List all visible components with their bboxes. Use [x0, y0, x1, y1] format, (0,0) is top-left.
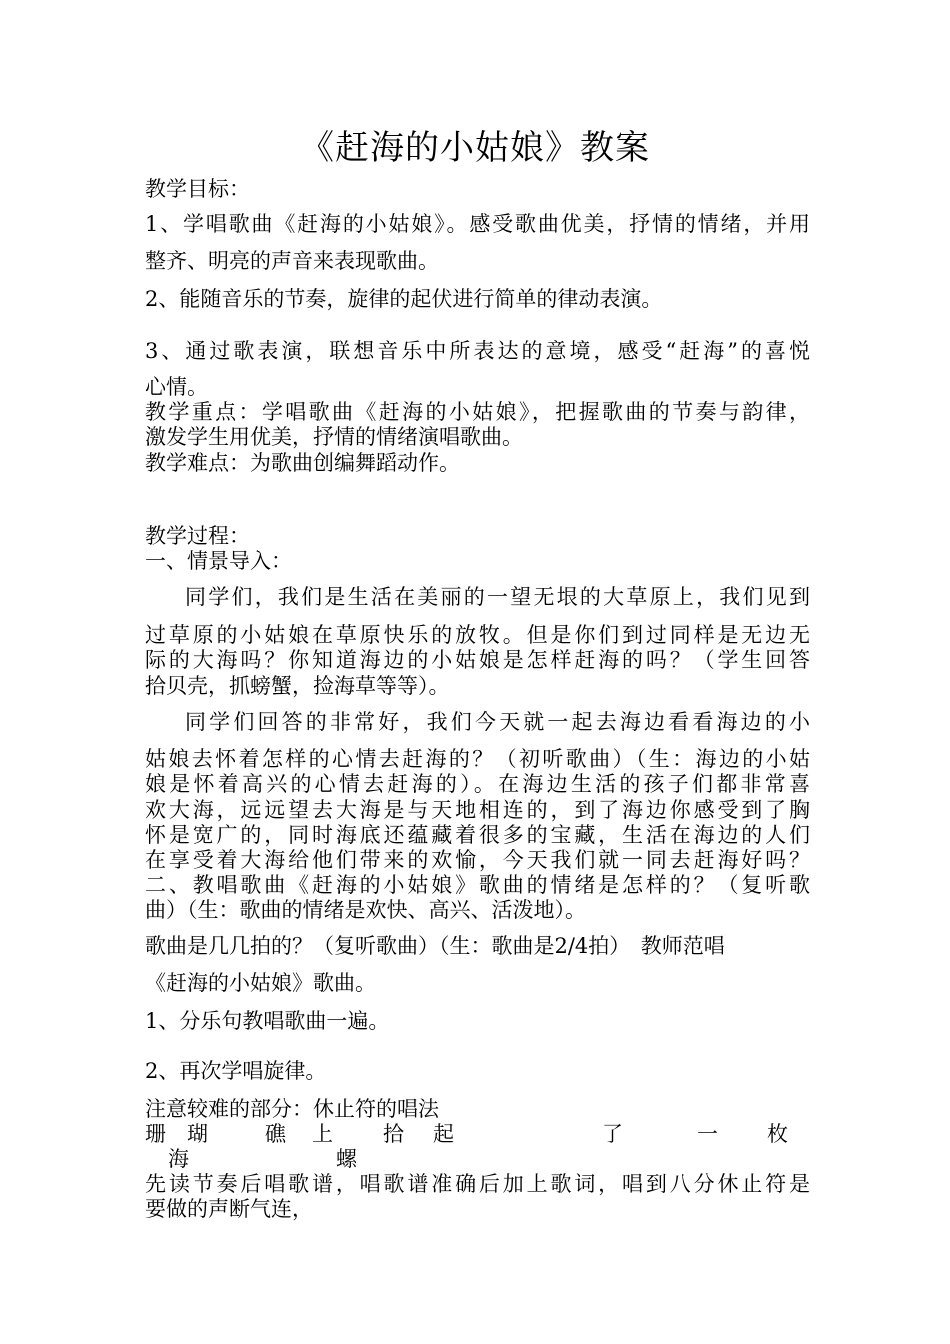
step-2: 2、再次学唱旋律。: [145, 1059, 327, 1083]
paragraph-1-line-3: 际的大海吗？你知道海边的小姑娘是怎样赶海的吗？（学生回答: [145, 648, 810, 672]
objective-3-line-2: 心情。: [145, 375, 208, 399]
lyric-char: 螺: [336, 1147, 357, 1171]
lyric-char: 礁: [265, 1122, 286, 1146]
lyric-char: 起: [433, 1122, 454, 1146]
paragraph-1-line-1: 同学们，我们是生活在美丽的一望无垠的大草原上，我们见到: [185, 585, 810, 609]
paragraph-2-line-6: 在享受着大海给他们带来的欢愉，今天我们就一同去赶海好吗？: [145, 848, 810, 872]
lyric-char: 枚: [767, 1122, 788, 1146]
section-2-line-4: 《赶海的小姑娘》歌曲。: [145, 971, 376, 995]
section-1-heading: 一、情景导入：: [145, 549, 292, 573]
lyric-char: 瑚: [187, 1122, 208, 1146]
objective-3-line-1: 3、通过歌表演，联想音乐中所表达的意境，感受“赶海”的喜悦: [145, 339, 810, 363]
lyric-char: 了: [602, 1122, 623, 1146]
section-2-line-3: 歌曲是几几拍的？（复听歌曲）（生：歌曲是2/4拍） 教师范唱: [145, 934, 725, 958]
paragraph-2-line-2: 姑娘去怀着怎样的心情去赶海的？（初听歌曲）（生：海边的小姑: [145, 747, 810, 771]
paragraph-1-line-4: 拾贝壳，抓螃蟹，捡海草等等）。: [145, 674, 450, 698]
lyric-char: 海: [168, 1147, 189, 1171]
objective-1-line-1: 1、学唱歌曲《赶海的小姑娘》。感受歌曲优美，抒情的情绪，并用: [145, 212, 810, 236]
lyric-char: 拾: [383, 1122, 404, 1146]
paragraph-2-line-4: 欢大海，远远望去大海是与天地相连的，到了海边你感受到了胸: [145, 798, 810, 822]
difficulty: 教学难点：为歌曲创编舞蹈动作。: [145, 451, 460, 475]
practice-line-1: 先读节奏后唱歌谱，唱歌谱准确后加上歌词，唱到八分休止符是: [145, 1172, 810, 1196]
section-2-line-1: 二、教唱歌曲《赶海的小姑娘》歌曲的情绪是怎样的？（复听歌: [145, 873, 810, 897]
lyric-char: 一: [697, 1122, 718, 1146]
objective-2: 2、能随音乐的节奏，旋律的起伏进行简单的律动表演。: [145, 287, 663, 311]
key-point-line-1: 教学重点：学唱歌曲《赶海的小姑娘》，把握歌曲的节奏与韵律，: [145, 400, 810, 424]
practice-line-2: 要做的声断气连，: [145, 1197, 313, 1221]
paragraph-2-line-1: 同学们回答的非常好，我们今天就一起去海边看看海边的小: [185, 710, 810, 734]
step-1: 1、分乐句教唱歌曲一遍。: [145, 1009, 390, 1033]
section-2-line-2: 曲）（生：歌曲的情绪是欢快、高兴、活泼地）。: [145, 898, 586, 922]
paragraph-2-line-3: 娘是怀着高兴的心情去赶海的）。在海边生活的孩子们都非常喜: [145, 772, 810, 796]
objective-1-line-2: 整齐、明亮的声音来表现歌曲。: [145, 249, 439, 273]
lyric-char: 珊: [145, 1122, 166, 1146]
note-rest: 注意较难的部分：休止符的唱法: [145, 1097, 439, 1121]
page-title: 《赶海的小姑娘》教案: [300, 128, 650, 168]
paragraph-2-line-5: 怀是宽广的，同时海底还蕴藏着很多的宝藏，生活在海边的人们: [145, 823, 810, 847]
paragraph-1-line-2: 过草原的小姑娘在草原快乐的放牧。但是你们到过同样是无边无: [145, 623, 810, 647]
key-point-line-2: 激发学生用优美，抒情的情绪演唱歌曲。: [145, 425, 523, 449]
heading-process: 教学过程：: [145, 524, 250, 548]
heading-objectives: 教学目标：: [145, 177, 250, 201]
lyric-char: 上: [312, 1122, 333, 1146]
